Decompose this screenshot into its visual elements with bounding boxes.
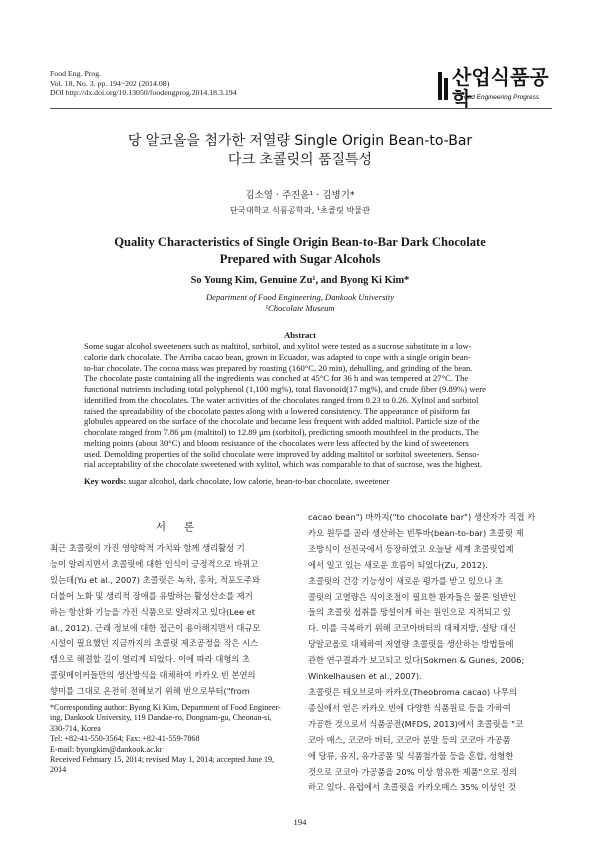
- abstract-line: calorie dark chocolate. The Arriba cacao bean, grown in Ecuador, was adapted to cope with a single origin bean-: [84, 351, 471, 362]
- abstract-line: rial acceptability of the chocolate sweetened with xylitol, which was comparable to that of sucrose, was the highest.: [84, 459, 483, 470]
- english-affiliation-line2: ¹Chocolate Museum: [265, 303, 335, 313]
- footnote-line: *Corresponding author: Byong Ki Kim, Department of Food Engineer-: [50, 703, 281, 712]
- abstract-line: The chocolate paste containing all the ingredients was conched at 45°C for 36 h and was tempered at 27°C. The: [84, 373, 469, 384]
- footnote-rule: [50, 699, 140, 700]
- keywords-label: Key words:: [84, 476, 127, 486]
- body-text-line: 향미를 그대로 온전히 전해보기 위해 빈으로부터("from: [50, 686, 250, 697]
- body-text-line: 관한 연구결과가 보고되고 있다(Sokmen & Gunes, 2006;: [308, 655, 525, 666]
- journal-name: Food Eng. Prog.: [50, 69, 102, 78]
- body-text-line: 더불어 노화 및 생리적 장애를 유발하는 활성산소를 제거: [50, 590, 253, 601]
- korean-title-line1: 당 알코올을 첨가한 저열량 Single Origin Bean-to-Bar: [127, 133, 473, 149]
- logo-text: 산업식품공학: [452, 65, 549, 111]
- abstract-line: globules appeared on the surface of the chocolate and became less frequent with added maltitol. Particle size of the: [84, 416, 480, 427]
- abstract-line: to-bar chocolate. The cocoa mass was prepared by roasting (160°C, 20 min), dehulling, and grinding of the bean.: [84, 362, 473, 373]
- left-column: [50, 541, 294, 700]
- footnote-line: 2014: [50, 765, 67, 775]
- english-authors: So Young Kim, Genuine Zu¹, and Byong Ki Kim*: [190, 275, 410, 286]
- body-text-line: 에 당류, 유지, 유가공품 및 식품첨가물 등을 혼합, 성형한: [308, 750, 514, 761]
- body-text-line: 초콜릿의 건강 기능성이 새로운 평가를 받고 있으나 초: [308, 575, 503, 586]
- footnote: [50, 703, 294, 776]
- abstract-heading: Abstract: [284, 330, 316, 340]
- korean-title-line2: 다크 초콜릿의 품질특성: [227, 152, 373, 168]
- journal-volume: Vol. 18, No. 3. pp. 194~202 (2014.08): [50, 78, 170, 88]
- english-title: [0, 234, 600, 268]
- footnote-line: Tel: +82-41-550-3564; Fax: +82-41-559-7868: [50, 734, 200, 744]
- body-text-line: 코아 매스, 코코아 버터, 코코아 분말 등의 코코아 가공품: [308, 734, 511, 745]
- keywords: [84, 476, 524, 486]
- abstract-line: raised the spreadability of the chocolate pastes along with a lowered consistency. The appearance of pisiform fat: [84, 405, 471, 416]
- right-column: [308, 510, 552, 796]
- english-affiliation-line1: Department of Food Engineering, Dankook University: [205, 292, 395, 302]
- body-text-line: 당알코올로 대체하여 저열량 초콜릿을 생산하는 방법들에: [308, 639, 514, 650]
- body-text-line: 초콜릿은 테오브로마 카카오(Theobroma cacao) 나무의: [308, 686, 517, 697]
- korean-title: [0, 132, 600, 170]
- body-text-line: Winkelhausen et al., 2007).: [308, 671, 422, 682]
- body-text-line: 하는 항산화 기능을 가진 식품으로 알려지고 있다(Lee et: [50, 606, 256, 617]
- logo-subtitle: Food Engineering Progress: [460, 94, 540, 101]
- body-text-line: 하고 있다. 유럽에서 초콜릿을 카카오매스 35% 이상인 것: [308, 782, 516, 793]
- body-text-line: 템으로 해결할 길이 열리게 되었다. 이에 따라 대형의 초: [50, 654, 251, 665]
- journal-logo: [438, 65, 552, 111]
- body-text-line: 능이 알려지면서 초콜릿에 대한 인식이 긍정적으로 바뀌고: [50, 558, 259, 569]
- abstract-line: functional nutrients including total polyphenol (1,100 mg%), total flavonoid(17 mg%), and crude fiber (9.89%) were: [84, 384, 486, 394]
- korean-authors: 김소영 · 주진윤¹ · 김병기*: [245, 190, 355, 201]
- body-text-line: 있는데(Yu et al., 2007) 초콜릿은 녹차, 홍차, 적포도주와: [50, 574, 260, 585]
- logo-mark-icon: [438, 72, 450, 100]
- body-text-line: 가공한 것으로서 식품공전(MFDS, 2013)에서 초콜릿을 "코: [308, 718, 524, 729]
- abstract-line: Some sugar alcohol sweeteners such as maltitol, sorbitol, and xylitol were tested as a sucrose substitute in a low-: [84, 341, 472, 351]
- body-text-line: cacao bean") 바까지("to chocolate bar") 생산자가 직접 카: [308, 512, 536, 522]
- body-text-line: al., 2012). 근래 정보에 대한 접근이 용이해지면서 대규모: [50, 622, 261, 633]
- abstract-body: [84, 341, 518, 470]
- abstract-line: used. Demolding properties of the solid chocolate were improved by adding maltitol or sorbitol sweeteners. Senso-: [84, 448, 480, 459]
- section-heading-introduction: 서론: [155, 521, 213, 533]
- body-text-line: 에서 일고 있는 새로운 흐름이 되었다(Zu, 2012).: [308, 559, 488, 570]
- footnote-line: 330-714, Korea: [50, 723, 101, 733]
- body-text-line: 조방식이 선진국에서 등장하였고 오늘날 세계 초콜릿업계: [308, 543, 514, 554]
- english-affiliation: [0, 292, 600, 314]
- body-text-line: 것으로 코코아 가공품을 20% 이상 함유한 제품"으로 정의: [308, 766, 518, 777]
- body-text-line: 콜릿메이커들만의 생산방식을 대체하여 카카오 빈 본연의: [50, 670, 256, 681]
- keywords-text: sugar alcohol, dark chocolate, low calorie, bean-to-bar chocolate, sweetener: [126, 476, 390, 486]
- body-text-line: 들의 초콜릿 섭취를 망설이게 하는 원인으로 지적되고 있: [308, 607, 511, 618]
- body-text-line: 시설이 필요했던 지금까지의 초콜릿 제조공정을 작은 시스: [50, 638, 259, 649]
- header-rule: [50, 108, 552, 109]
- abstract-line: identified from the chocolates. The water activities of the chocolates ranged from 0.23 to 0.26. Xylitol and sorbitol: [84, 394, 479, 405]
- body-text-line: 종실에서 얻은 카카오 빈에 다양한 식품원료 등을 가하여: [308, 702, 511, 713]
- page-number: 194: [293, 817, 307, 827]
- footnote-line: Received February 15, 2014; revised May 1, 2014; accepted June 19,: [50, 755, 275, 765]
- english-title-line2: Prepared with Sugar Alcohols: [219, 252, 381, 266]
- english-title-line1: Quality Characteristics of Single Origin Bean-to-Bar Dark Chocolate: [114, 235, 486, 249]
- abstract-line: chocolate ranged from 7.86 μm (maltitol) to 12.89 μm (sorbitol), predicting smooth mouthfeel in the products. The: [84, 427, 479, 437]
- body-text-line: 다. 이를 극복하기 위해 코코아버터의 대체지방, 설탕 대신: [308, 623, 517, 634]
- body-text-line: 최근 초콜릿이 가진 영양학적 가치와 함께 생리활성 기: [50, 543, 245, 553]
- korean-affiliation: 단국대학교 식품공학과, ¹초콜릿 박물관: [229, 205, 371, 215]
- footnote-line: E-mail: byongkim@dankook.ac.kr: [50, 744, 163, 754]
- body-text-line: 카오 원두를 골라 생산하는 빈투바(bean-to-bar) 초콜릿 제: [308, 527, 524, 538]
- footnote-line: ing, Dankook University, 119 Dandae-ro, Dongnam-gu, Cheonan-si,: [50, 713, 272, 723]
- body-text-line: 콜릿의 고열량은 식이조절이 필요한 환자들은 물론 일반인: [308, 591, 517, 602]
- journal-header: [50, 69, 237, 98]
- journal-doi: DOI http://dx.doi.org/10.13050/foodengprog.2014.18.3.194: [50, 88, 237, 98]
- abstract-line: melting points (about 30°C) and bloom resistance of the chocolates were less affected by the kind of sweeteners: [84, 437, 469, 448]
